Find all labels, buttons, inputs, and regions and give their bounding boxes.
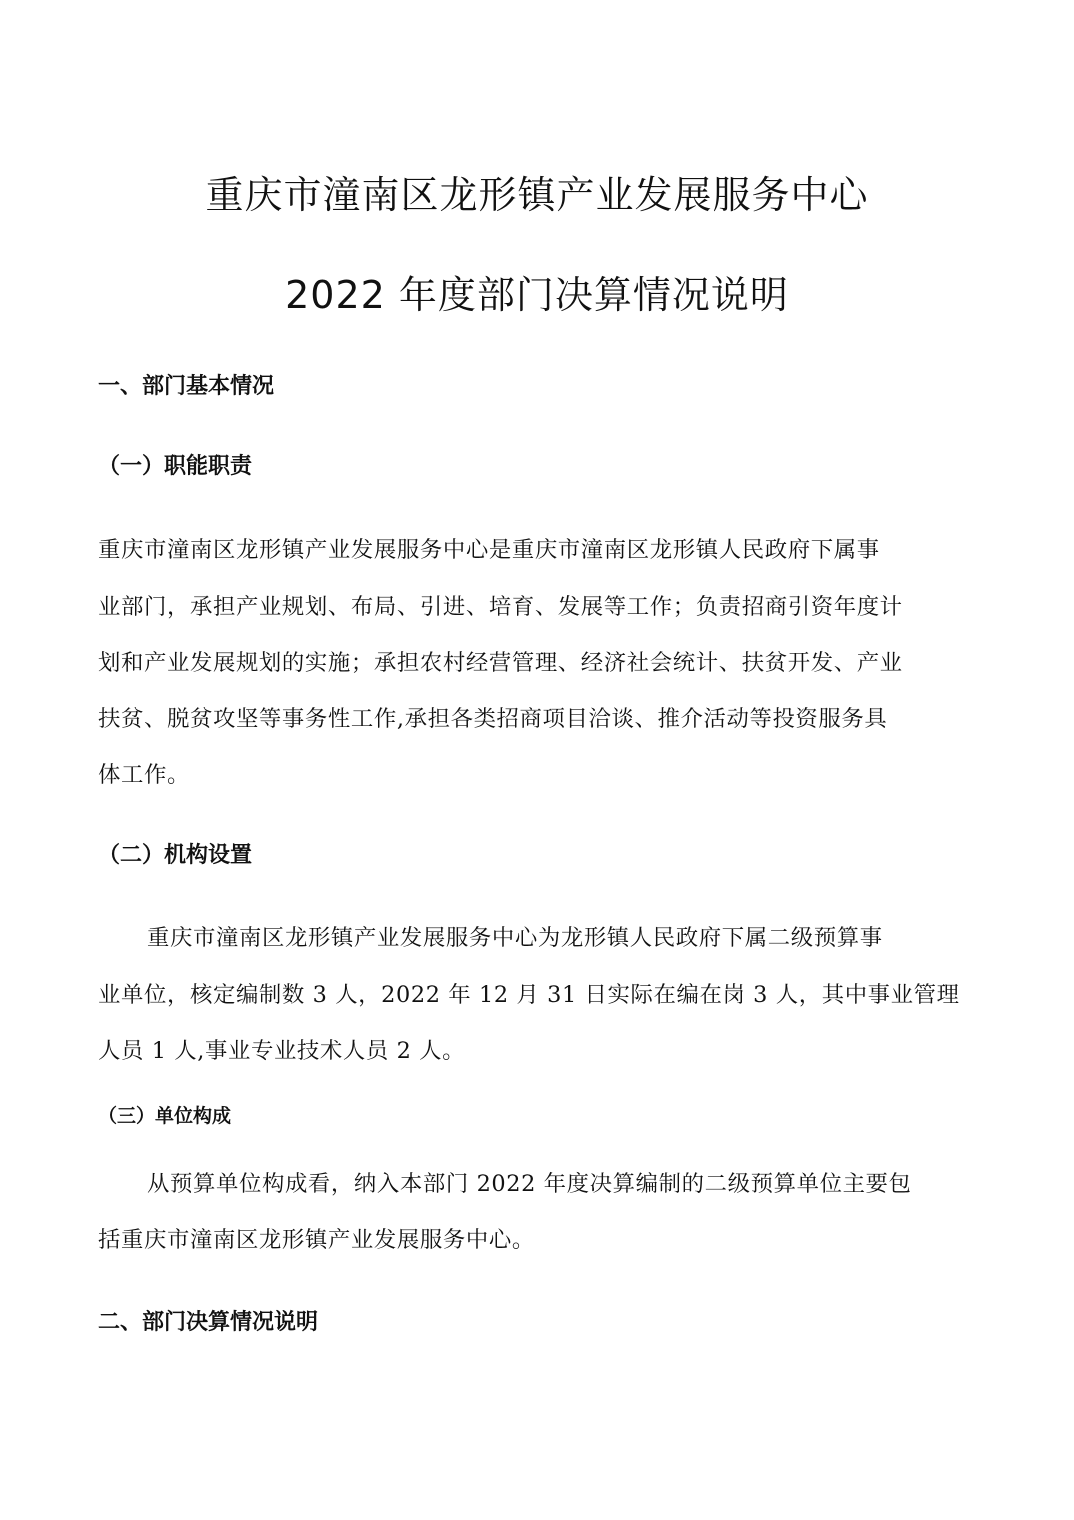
organization-paragraph-line: 人员 1 人,事业专业技术人员 2 人。 [98,1038,466,1064]
section-heading-basic-info: 一、部门基本情况 [98,374,275,399]
composition-paragraph-line: 从预算单位构成看，纳入本部门 2022 年度决算编制的二级预算单位主要包 [147,1171,912,1197]
duties-paragraph-line: 扶贫、脱贫攻坚等事务性工作,承担各类招商项目洽谈、推介活动等投资服务具 [98,706,888,732]
document-title-line-2: 2022 年度部门决算情况说明 [285,273,789,317]
duties-paragraph-line: 业部门，承担产业规划、布局、引进、培育、发展等工作；负责招商引资年度计 [98,594,903,620]
section-heading-final-accounts: 二、部门决算情况说明 [98,1310,319,1335]
subsection-heading-organization: （二）机构设置 [98,843,253,868]
subsection-heading-duties: （一）职能职责 [98,454,253,479]
duties-paragraph-line: 体工作。 [98,762,190,788]
subsection-heading-composition: （三）单位构成 [98,1105,232,1127]
duties-paragraph-line: 划和产业发展规划的实施；承担农村经营管理、经济社会统计、扶贫开发、产业 [98,650,903,676]
document-title-line-1: 重庆市潼南区龙形镇产业发展服务中心 [205,173,869,217]
organization-paragraph-line: 业单位，核定编制数 3 人，2022 年 12 月 31 日实际在编在岗 3 人，其中事业管理 [98,982,960,1008]
organization-paragraph-line: 重庆市潼南区龙形镇产业发展服务中心为龙形镇人民政府下属二级预算事 [147,925,883,951]
duties-paragraph-line: 重庆市潼南区龙形镇产业发展服务中心是重庆市潼南区龙形镇人民政府下属事 [98,537,880,563]
composition-paragraph-line: 括重庆市潼南区龙形镇产业发展服务中心。 [98,1227,535,1253]
